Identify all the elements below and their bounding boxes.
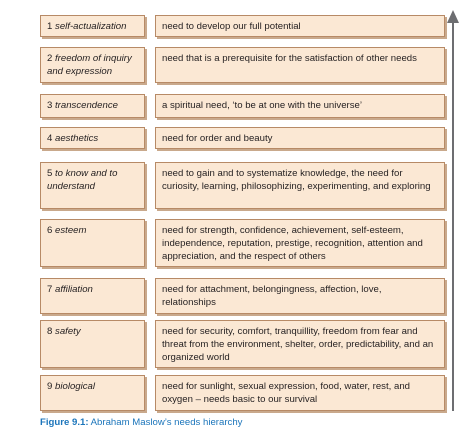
level-number: 4	[47, 133, 53, 144]
level-name: to know and to understand	[47, 168, 118, 192]
level-name: self-actualization	[55, 21, 127, 32]
level-number: 6	[47, 225, 53, 236]
level-name: aesthetics	[55, 133, 99, 144]
level-name: freedom of inquiry and expression	[47, 53, 132, 77]
need-text: need for strength, confidence, achievement, self-esteem, independence, reputation, prestige, recognition, attention and appreciation, and the respect of others	[162, 225, 423, 262]
figure-caption-text: Abraham Maslow’s needs hierarchy	[88, 417, 243, 428]
need-text: need for attachment, belongingness, affection, love, relationships	[162, 284, 382, 308]
level-number: 1	[47, 21, 53, 32]
need-text: need for sunlight, sexual expression, food, water, rest, and oxygen – needs basic to our survival	[162, 381, 410, 405]
level-number: 5	[47, 168, 53, 179]
need-text: a spiritual need, ‘to be at one with the universe’	[162, 100, 362, 111]
level-name: transcendence	[55, 100, 118, 111]
level-number: 7	[47, 284, 53, 295]
level-name: esteem	[55, 225, 87, 236]
level-number: 9	[47, 381, 53, 392]
figure-caption	[40, 417, 242, 428]
figure-label: Figure 9.1:	[40, 417, 89, 428]
need-text: need to develop our full potential	[162, 21, 301, 32]
need-text: need for order and beauty	[162, 133, 273, 144]
need-text: need for security, comfort, tranquillity, freedom from fear and threat from the environment, shelter, order, predictability, and an organized world	[162, 326, 434, 363]
level-number: 2	[47, 53, 53, 64]
need-text: need to gain and to systematize knowledge, the need for curiosity, learning, philosophizing, experimenting, and exploring	[162, 168, 431, 192]
level-name: biological	[55, 381, 96, 392]
level-name: affiliation	[55, 284, 93, 295]
need-text: need that is a prerequisite for the satisfaction of other needs	[162, 53, 417, 64]
level-number: 8	[47, 326, 53, 337]
level-number: 3	[47, 100, 53, 111]
level-name: safety	[55, 326, 81, 337]
